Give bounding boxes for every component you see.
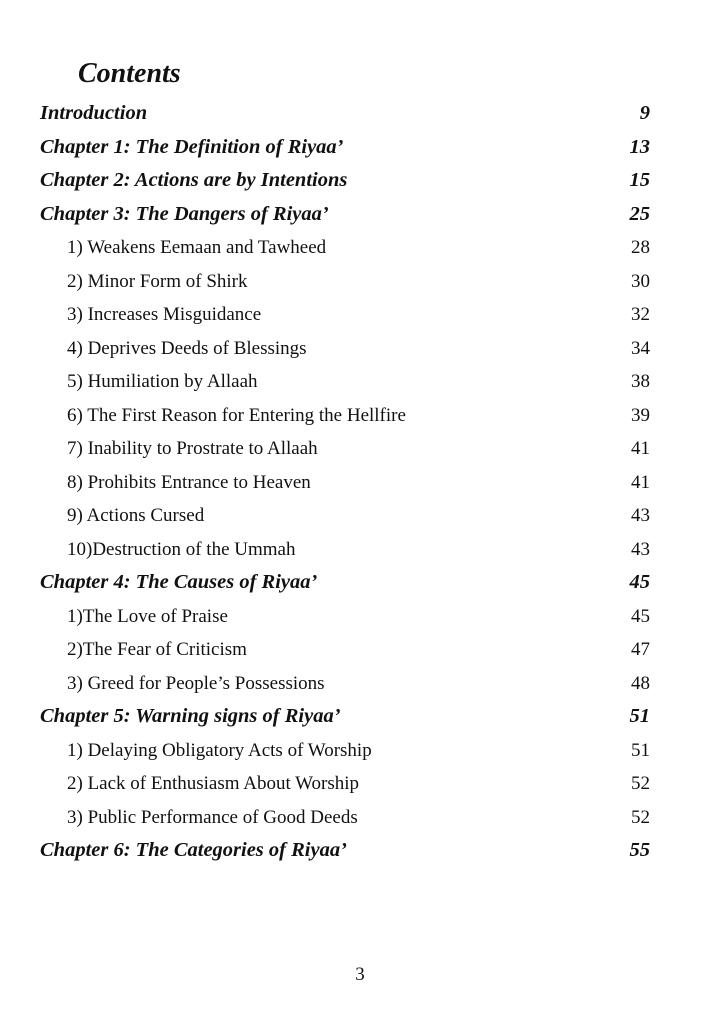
- toc-entry-label: 4) Deprives Deeds of Blessings: [67, 337, 307, 359]
- toc-entry-page-number: 43: [631, 538, 650, 560]
- toc-section-entry: [40, 767, 650, 801]
- toc-section-entry: [40, 667, 650, 701]
- toc-entry-label: 2) Lack of Enthusiasm About Worship: [67, 773, 360, 794]
- toc-entry-label: 1) Delaying Obligatory Acts of Worship: [67, 739, 372, 761]
- toc-entry-label: Chapter 4: The Causes of Riyaa’: [40, 571, 318, 593]
- toc-section-entry: [40, 365, 650, 399]
- toc-entry-label: 9) Actions Cursed: [67, 505, 205, 526]
- toc-entry-page-number: 28: [631, 237, 650, 258]
- toc-entry-label: 8) Prohibits Entrance to Heaven: [67, 471, 311, 493]
- toc-entry-label: 2) Minor Form of Shirk: [67, 270, 248, 292]
- toc-entry-page-number: 51: [629, 705, 650, 727]
- page-number-footer: 3: [355, 964, 365, 985]
- toc-section-entry: [40, 298, 650, 332]
- toc-entry-page-number: 55: [629, 839, 650, 861]
- toc-entry-page-number: 41: [631, 471, 650, 493]
- toc-chapter-entry: [40, 131, 650, 165]
- toc-section-entry: [40, 533, 650, 567]
- toc-section-entry: [40, 432, 650, 466]
- toc-entry-label: 10)Destruction of the Ummah: [67, 538, 296, 560]
- toc-entry-page-number: 45: [629, 571, 650, 593]
- toc-section-entry: [40, 600, 650, 634]
- toc-entry-label: 1) Weakens Eemaan and Tawheed: [67, 237, 327, 258]
- toc-entry-page-number: 34: [631, 337, 650, 359]
- toc-entry-page-number: 30: [631, 270, 650, 292]
- toc-entry-label: Chapter 6: The Categories of Riyaa’: [40, 839, 347, 861]
- toc-section-entry: [40, 265, 650, 299]
- toc-entry-page-number: 15: [629, 169, 650, 191]
- toc-section-entry: [40, 332, 650, 366]
- toc-section-entry: [40, 734, 650, 768]
- toc-section-entry: [40, 801, 650, 835]
- toc-entry-label: 6) The First Reason for Entering the Hellfire: [67, 404, 406, 426]
- toc-chapter-entry: [40, 97, 650, 131]
- toc-section-entry: [40, 499, 650, 533]
- toc-chapter-entry: [40, 566, 650, 600]
- toc-entry-label: 1)The Love of Praise: [67, 605, 228, 627]
- toc-entry-page-number: 13: [629, 135, 650, 158]
- toc-entry-page-number: 45: [631, 605, 650, 627]
- toc-entry-label: Chapter 5: Warning signs of Riyaa’: [40, 705, 341, 727]
- toc-entry-label: Chapter 3: The Dangers of Riyaa’: [40, 202, 329, 225]
- toc-entry-label: 3) Increases Misguidance: [67, 304, 262, 325]
- toc-entry-label: 7) Inability to Prostrate to Allaah: [67, 438, 318, 459]
- toc-entry-page-number: 39: [631, 404, 650, 426]
- toc-section-entry: [40, 466, 650, 500]
- toc-entry-label: Chapter 2: Actions are by Intentions: [40, 169, 348, 191]
- toc-section-entry: [40, 231, 650, 265]
- toc-entry-label: 5) Humiliation by Allaah: [67, 371, 258, 392]
- toc-entry-page-number: 41: [631, 438, 650, 459]
- toc-entry-label: 3) Greed for People’s Possessions: [67, 672, 325, 694]
- toc-section-entry: [40, 633, 650, 667]
- toc-entry-page-number: 47: [631, 639, 650, 660]
- table-of-contents: [40, 97, 650, 868]
- toc-entry-label: 2)The Fear of Criticism: [67, 639, 247, 660]
- toc-entry-label: Introduction: [40, 102, 148, 124]
- toc-chapter-entry: [40, 700, 650, 734]
- toc-entry-label: Chapter 1: The Definition of Riyaa’: [40, 135, 344, 158]
- toc-entry-page-number: 43: [631, 505, 650, 526]
- toc-entry-page-number: 25: [629, 202, 650, 225]
- toc-entry-page-number: 52: [631, 773, 650, 794]
- toc-entry-label: 3) Public Performance of Good Deeds: [67, 806, 358, 828]
- toc-entry-page-number: 9: [639, 102, 650, 124]
- toc-entry-page-number: 48: [631, 672, 650, 694]
- toc-section-entry: [40, 399, 650, 433]
- toc-chapter-entry: [40, 164, 650, 198]
- toc-entry-page-number: 32: [631, 304, 650, 325]
- toc-chapter-entry: [40, 198, 650, 232]
- toc-entry-page-number: 52: [631, 806, 650, 828]
- toc-chapter-entry: [40, 834, 650, 868]
- toc-entry-page-number: 38: [631, 371, 650, 392]
- page-title: Contents: [78, 58, 181, 89]
- toc-entry-page-number: 51: [631, 739, 650, 761]
